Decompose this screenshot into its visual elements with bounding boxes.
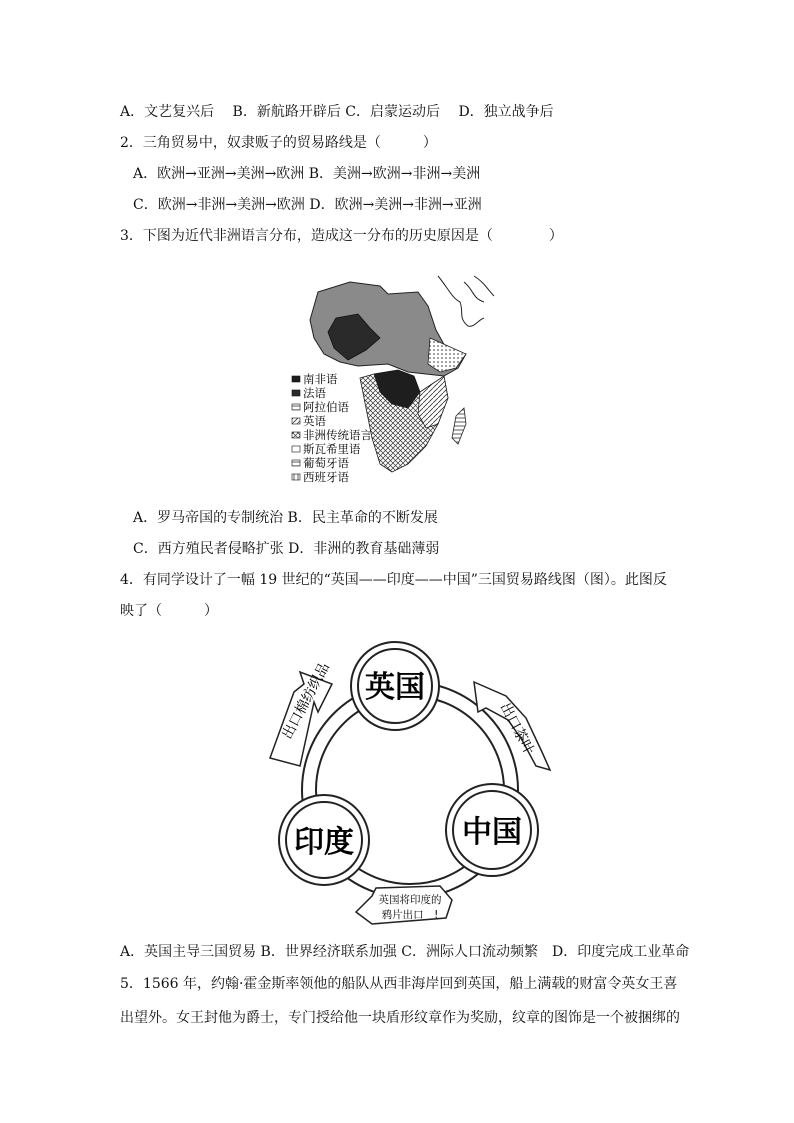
legend-label-0: 南非语 [303, 372, 338, 386]
madagascar [452, 408, 466, 444]
trade-route-diagram [260, 640, 554, 932]
node-label-india: 印度 [294, 825, 354, 860]
q4-stem-line1: 4．有同学设计了一幅 19 世纪的“英国——印度——中国”三国贸易路线图（图）。此图反 [120, 572, 667, 588]
node-china [446, 784, 538, 876]
q5-line1: 5．1566 年，约翰·霍金斯率领他的船队从西非海岸回到英国，船上满载的财富令英女王喜 [120, 976, 678, 992]
node-label-china: 中国 [462, 815, 522, 850]
east-africa-region [428, 338, 466, 372]
arrow-label-bottom-1: 英国将印度的 [378, 894, 442, 906]
q5-line2: 出望外。女王封他为爵士，专门授给他一块盾形纹章作为奖励，纹章的图饰是一个被捆绑的 [120, 1010, 680, 1026]
arrow-label-bottom-2: 鸦片出口 ! [381, 909, 439, 921]
q1-options: A．文艺复兴后 B．新航路开辟后 C．启蒙运动后 D．独立战争后 [120, 104, 554, 120]
q3-options-cd: C．西方殖民者侵略扩张 D．非洲的教育基础薄弱 [133, 541, 440, 557]
q3-stem: 3．下图为近代非洲语言分布，造成这一分布的历史原因是（ ） [120, 228, 563, 244]
node-label-england: 英国 [365, 670, 425, 705]
arrow-india-to-england [270, 660, 333, 766]
node-england [351, 642, 439, 730]
arabia-coast-line [438, 276, 494, 326]
q2-options-ab: A．欧洲→亚洲→美洲→欧洲 B．美洲→欧洲→非洲→美洲 [133, 166, 481, 182]
q3-options-ab: A．罗马帝国的专制统治 B．民主革命的不断发展 [133, 510, 438, 526]
node-india [279, 795, 369, 885]
legend-label-3: 英语 [303, 414, 326, 428]
arrow-india-to-china [356, 886, 452, 924]
legend-label-1: 法语 [303, 386, 326, 400]
africa-language-map [288, 268, 498, 490]
q4-options: A．英国主导三国贸易 B．世界经济联系加强 C．洲际人口流动频繁 D．印度完成工业革命 [120, 944, 690, 960]
legend-label-5: 斯瓦希里语 [303, 442, 361, 456]
q4-stem-line2: 映了（ ） [120, 603, 218, 619]
legend-label-6: 葡萄牙语 [303, 456, 349, 470]
legend-label-7: 西班牙语 [303, 470, 349, 484]
arrow-label-left: 出口棉纺织品 [279, 660, 333, 742]
arrow-label-right: 出口茶叶 [496, 700, 537, 758]
legend-label-2: 阿拉伯语 [303, 400, 349, 414]
map-legend [292, 372, 372, 484]
q2-stem: 2．三角贸易中，奴隶贩子的贸易路线是（ ） [120, 135, 437, 151]
southeast-africa-region [418, 376, 448, 428]
q2-options-cd: C．欧洲→非洲→美洲→欧洲 D．欧洲→美洲→非洲→亚洲 [133, 197, 482, 213]
legend-label-4: 非洲传统语言 [303, 428, 372, 442]
